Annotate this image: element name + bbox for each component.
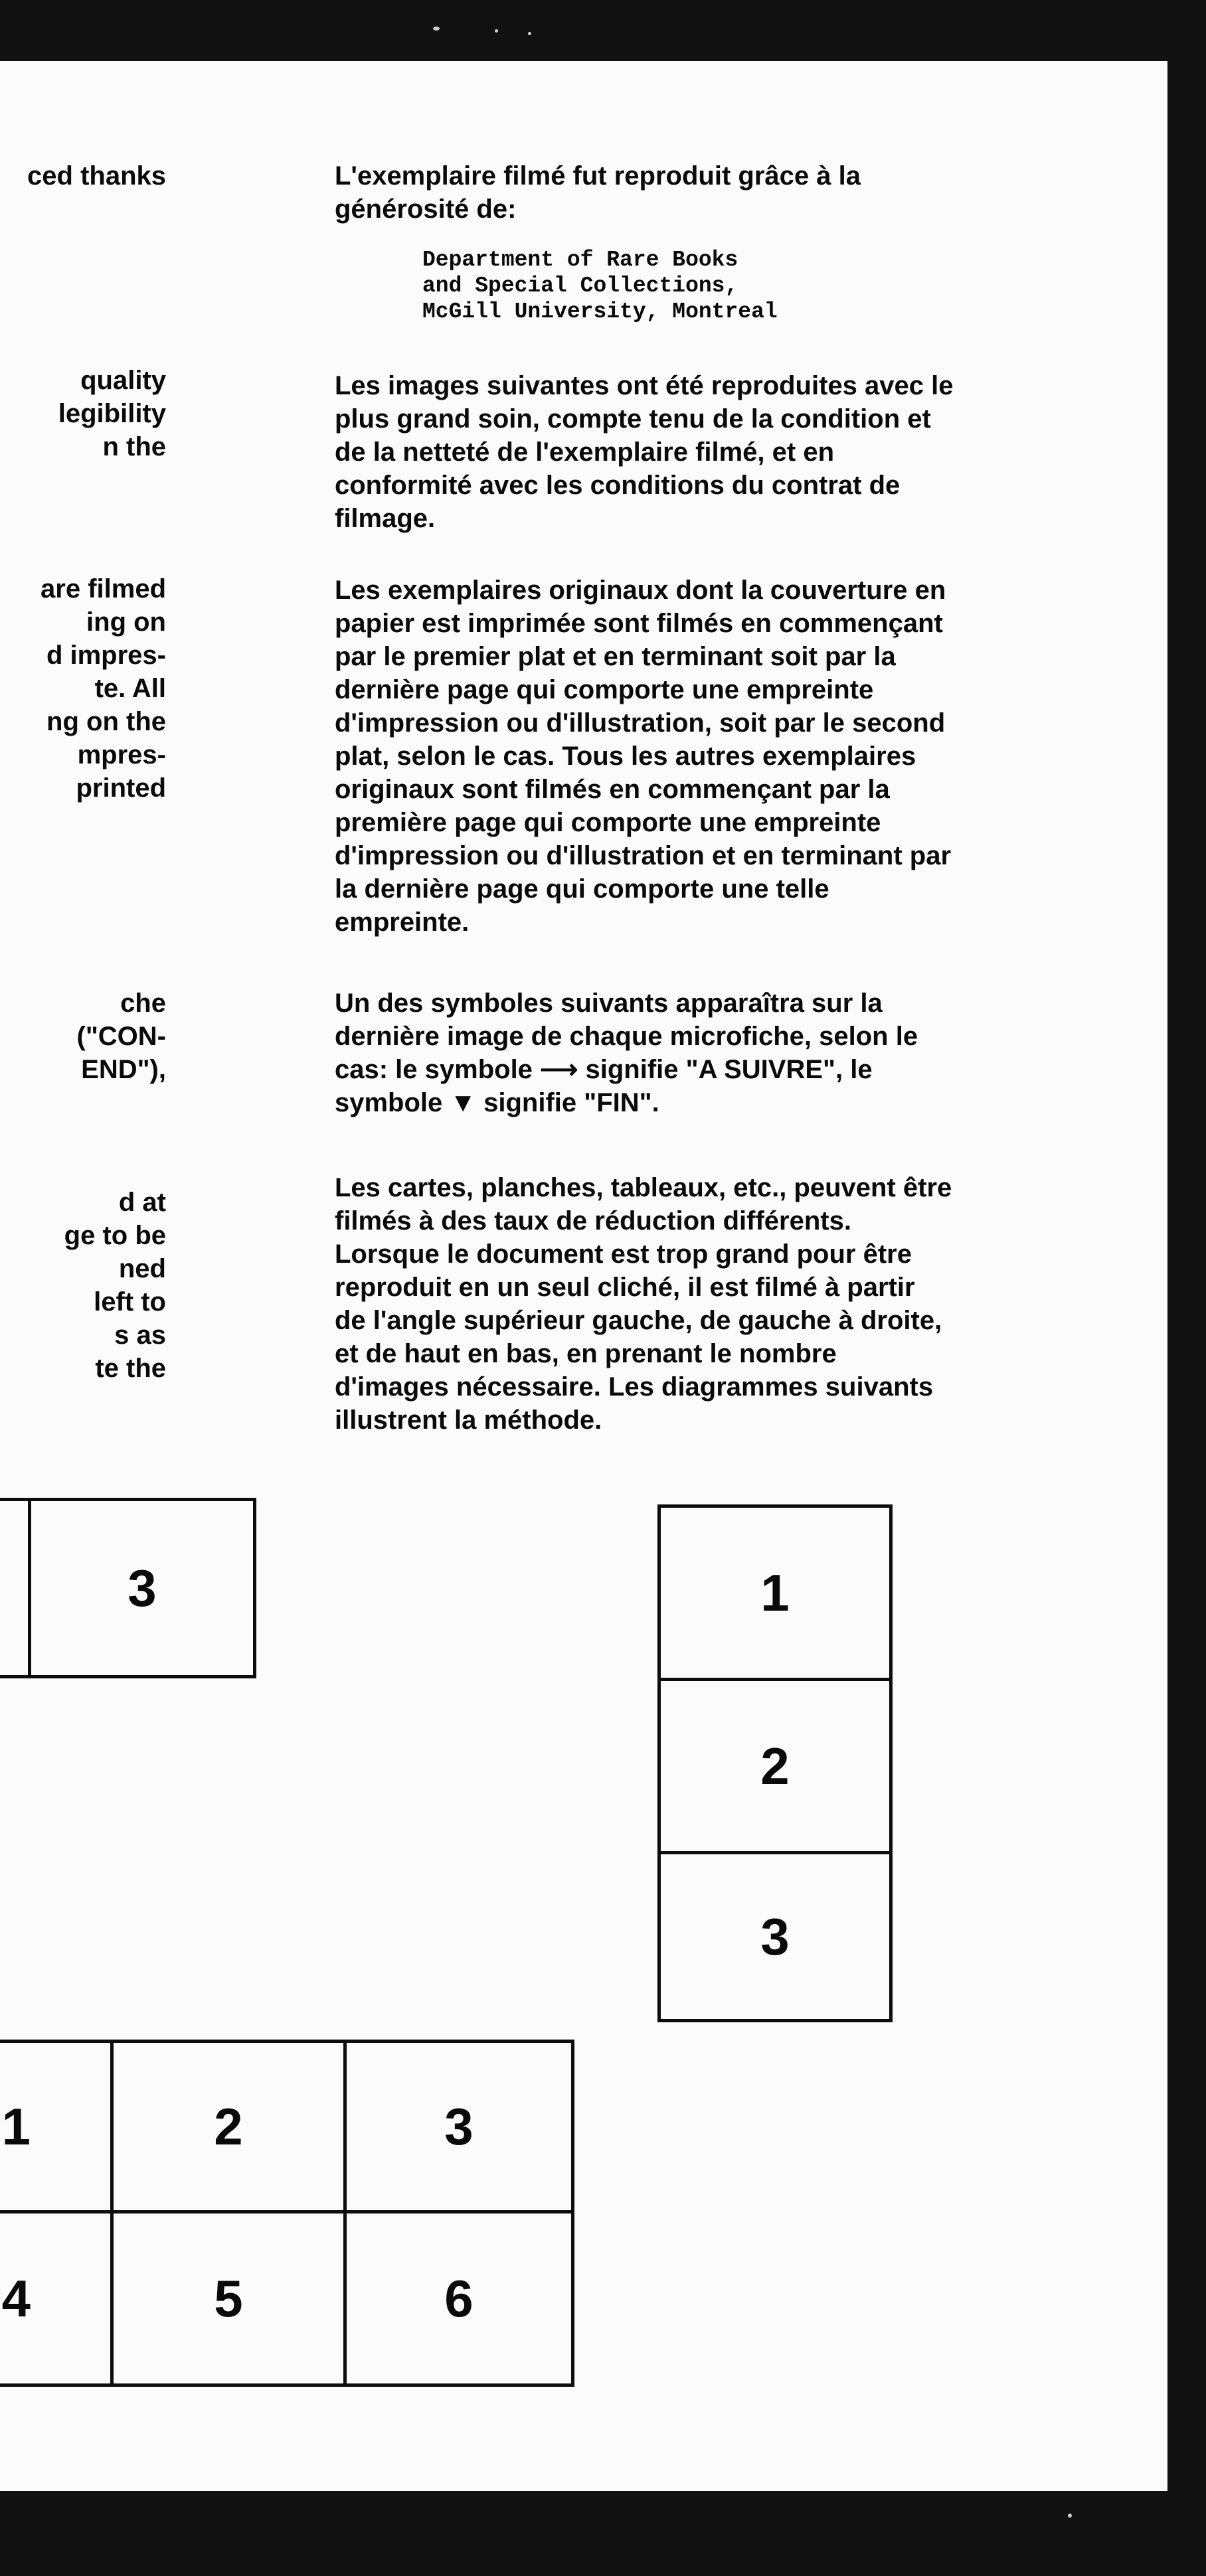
english-text-fragment: ("CON- [76, 1022, 166, 1051]
english-text-fragment: printed [76, 773, 166, 803]
grid-cell-6: 6 [343, 2210, 574, 2387]
dust-speck [1068, 2514, 1072, 2518]
grid-cell-2: 2 [110, 2040, 347, 2214]
strip-cell-partial [0, 1498, 31, 1678]
paragraph-maps-method: Les cartes, planches, tableaux, etc., peuvent être filmés à des taux de réduction différents. Lorsque le document est trop grand pour être reproduit en un seul cliché, il est filmé à partir de l'angle supérieur gauche, de gauche à droite, et de haut en bas, en prenant le nombre d'images nécessaire. Les diagrammes suivants illustrent la méthode. [335, 1173, 952, 1435]
grid-cell-4: 4 [0, 2210, 114, 2387]
grid-cell-3: 3 [343, 2040, 574, 2214]
english-text-fragment: ned [118, 1254, 166, 1283]
english-text-fragment: che [120, 989, 166, 1018]
english-text-fragment: d impres- [46, 641, 166, 670]
english-text-fragment: ge to be [64, 1221, 166, 1250]
english-text-fragment: legibility [58, 399, 166, 428]
english-text-fragment: END"), [81, 1055, 166, 1084]
english-text-fragment: d at [118, 1188, 166, 1217]
institution-name: Department of Rare Books and Special Collections, McGill University, Montreal [422, 248, 778, 324]
vertical-cell-3: 3 [657, 1851, 893, 2022]
strip-cell-3: 3 [28, 1498, 256, 1678]
paragraph-symbols: Un des symboles suivants apparaîtra sur la dernière image de chaque microfiche, selon le cas: le symbole ⟶ signifie "A SUIVRE", le symbole ▼ signifie "FIN". [335, 989, 918, 1117]
dust-speck [433, 27, 440, 31]
english-text-fragment: are filmed [41, 574, 166, 604]
english-text-fragment: s as [114, 1321, 166, 1350]
english-text-fragment: quality [80, 366, 166, 395]
paragraph-filming-order: Les exemplaires originaux dont la couverture en papier est imprimée sont filmés en commençant par le premier plat et en terminant soit par la dernière page qui comporte une empreinte d'impression ou d'illustration, soit par le second plat, selon le cas. Tous les autres exemplaires originaux sont filmés en commençant par la première page qui comporte une empreinte d'impression ou d'illustration et en terminant par la dernière page qui comporte une telle empreinte. [335, 576, 952, 937]
dust-speck [495, 29, 498, 33]
paragraph-image-quality: Les images suivantes ont été reproduites avec le plus grand soin, compte tenu de la condition et de la netteté de l'exemplaire filmé, et en conformité avec les conditions du contrat de filmage. [335, 371, 954, 533]
intro-text: L'exemplaire filmé fut reproduit grâce à la générosité de: [335, 161, 861, 224]
vertical-cell-1: 1 [657, 1504, 893, 1681]
english-text-fragment: ing on [86, 607, 166, 637]
english-text-fragment: left to [94, 1287, 166, 1317]
grid-cell-1: 1 [0, 2040, 114, 2214]
dust-speck [528, 32, 531, 35]
english-text-fragment: te the [95, 1354, 166, 1383]
english-text-fragment: ng on the [46, 707, 166, 736]
english-text-fragment: ced thanks [27, 161, 166, 191]
english-text-fragment: n the [102, 432, 166, 461]
grid-cell-5: 5 [110, 2210, 347, 2387]
english-text-fragment: te. All [94, 674, 166, 703]
vertical-cell-2: 2 [657, 1678, 893, 1854]
english-text-fragment: mpres- [77, 740, 166, 769]
